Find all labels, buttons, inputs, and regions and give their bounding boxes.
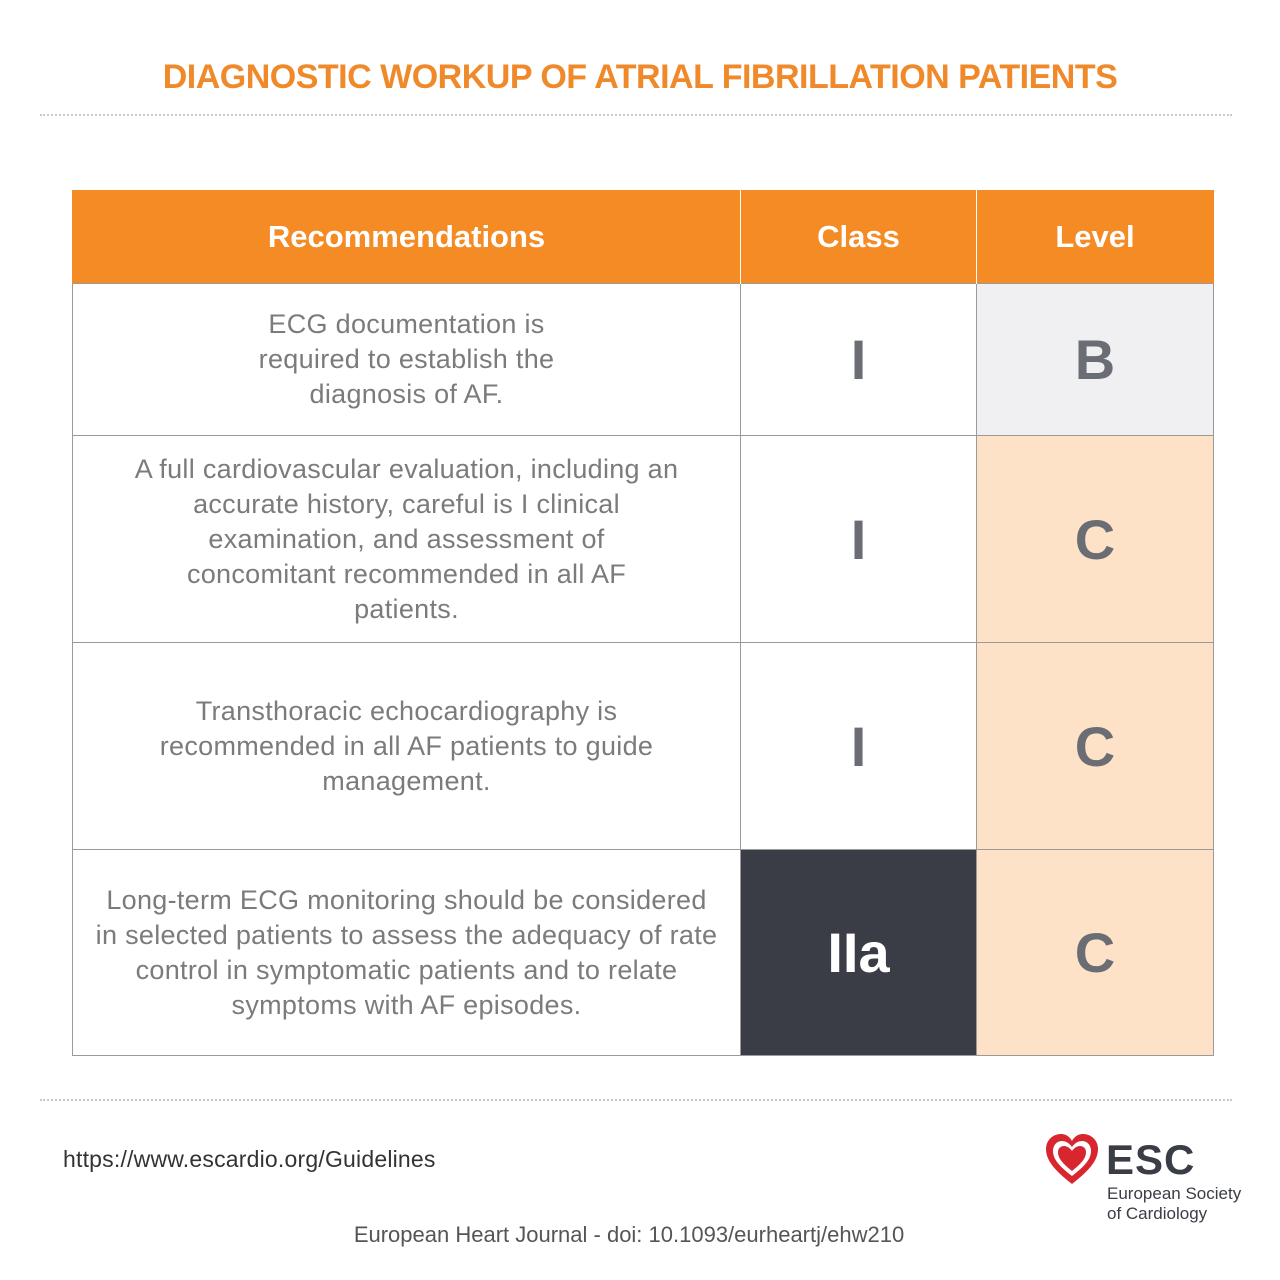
class-cell: I bbox=[741, 436, 977, 643]
recommendation-cell bbox=[73, 643, 741, 850]
recommendation-cell bbox=[73, 436, 741, 643]
class-cell: IIa bbox=[741, 850, 977, 1056]
level-cell: C bbox=[977, 643, 1214, 850]
level-cell: C bbox=[977, 436, 1214, 643]
bottom-divider bbox=[40, 1099, 1232, 1101]
header-class: Class bbox=[741, 190, 977, 284]
recommendation-text: A full cardiovascular evaluation, including an accurate history, careful is I clinical examination, and assessment of concomitant recommended in all AF patients. bbox=[134, 453, 679, 624]
recommendation-cell bbox=[73, 850, 741, 1056]
class-cell: I bbox=[741, 284, 977, 436]
table-row bbox=[73, 850, 1214, 1056]
table-row bbox=[73, 436, 1214, 643]
heart-icon bbox=[1044, 1132, 1100, 1188]
citation: European Heart Journal - doi: 10.1093/eurheartj/ehw210 bbox=[353, 1222, 905, 1247]
guidelines-link[interactable]: https://www.escardio.org/Guidelines bbox=[63, 1146, 436, 1172]
level-cell: B bbox=[977, 284, 1214, 436]
level-cell: C bbox=[977, 850, 1214, 1056]
page-title: DIAGNOSTIC WORKUP OF ATRIAL FIBRILLATION PATIENTS bbox=[162, 58, 1118, 96]
esc-logo bbox=[1044, 1132, 1264, 1232]
table-row bbox=[73, 284, 1214, 436]
logo-abbr: ESC bbox=[1106, 1136, 1196, 1183]
recommendation-text: Transthoracic echocardiography is recommended in all AF patients to guide management. bbox=[159, 695, 654, 796]
logo-name-line2: of Cardiology bbox=[1107, 1204, 1208, 1223]
recommendations-table bbox=[72, 190, 1214, 1056]
logo-name-line1: European Society bbox=[1107, 1184, 1242, 1203]
logo-name bbox=[1107, 1184, 1241, 1224]
header-level: Level bbox=[977, 190, 1214, 284]
recommendation-cell bbox=[73, 284, 741, 436]
recommendation-text: ECG documentation is required to establish the diagnosis of AF. bbox=[258, 309, 555, 409]
table-row bbox=[73, 643, 1214, 850]
class-cell: I bbox=[741, 643, 977, 850]
recommendation-text: Long-term ECG monitoring should be considered in selected patients to assess the adequacy of rate control in symptomatic patients and to relate symptoms with AF episodes. bbox=[95, 884, 718, 1020]
header-recommendations: Recommendations bbox=[73, 190, 741, 284]
table-header-row bbox=[73, 190, 1214, 284]
top-divider bbox=[40, 114, 1232, 116]
